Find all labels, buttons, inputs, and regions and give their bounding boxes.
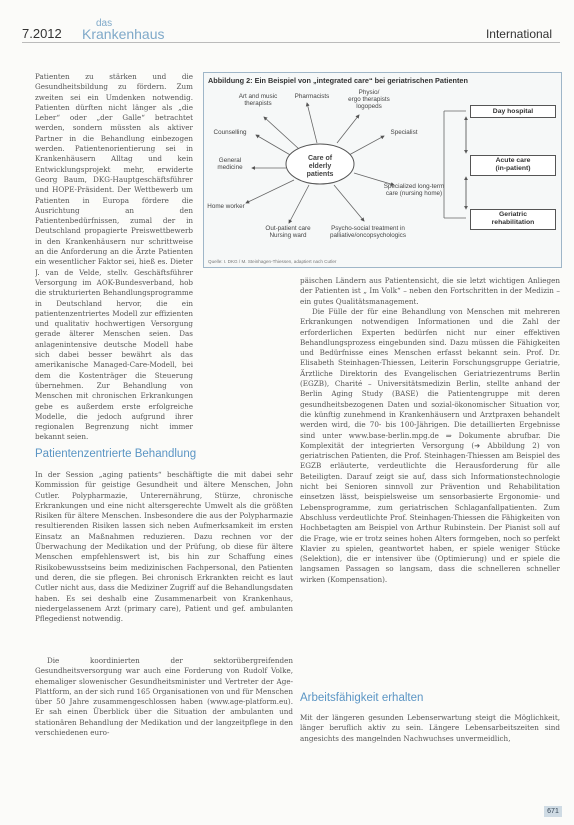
section-label: International bbox=[485, 27, 552, 41]
spoke-specialist bbox=[349, 136, 384, 155]
magazine-logo bbox=[82, 18, 165, 42]
spoke-art bbox=[264, 117, 299, 149]
spoke-home bbox=[246, 180, 294, 203]
node-home-worker: Home worker bbox=[207, 203, 245, 210]
column-1-paragraph-1: In der Session „aging patients“ beschäftigte die mit dabei sehr Kommission für geistige Gesundheit und ältere Menschen, John Cutler. Polypharmazie, Unterernährung, Stürze, chronische Erkrankungen und eine nicht altersgerechte Umwelt als die größten Risiken für ältere Menschen. Insbesondere die aus der Polypharmazie resultierenden Risiken lassen sich neben Aufmerksamkeit im ersten Einsatz an Maßnahmen reduzieren. Dazu rechnen vor der Überwachung der Medikation und der Prüfung, ob diese für ältere Menschen empfehlenswert ist, bis hin zur Schaffung eines Risikobewusstseins beim medizinischen Fachpersonal, den Patienten und deren, die sie pflegen. Bei chronisch Erkrankten reicht es laut Cutler nicht aus, dass die Mediziner Zugriff auf die Behandlungsdaten haben. Es sei deshalb eine Zusammenarbeit von Krankenhaus, niedergelassenem Arzt (primary care), Patient und gef. ambulanten Pflegedienst notwendig. bbox=[35, 470, 293, 624]
box-geriatric-rehab: Geriatric rehabilitation bbox=[470, 209, 556, 230]
column-2-paragraphs bbox=[300, 276, 560, 679]
column-1-top-text: Patienten zu stärken und die Gesundheitsbildung zu fördern. Zum zweiten sei ein Umdenken notwendig. Patienten dürften nicht länger als „die Leber“ oder „der Galle“ betrachtet werden, sondern müssten als aktiver Partner in die Behandlung einbezogen werden. Patientenorientierung sei in Krankenhäusern Alltag und kein Entwicklungsprojekt mehr, erwiderte Georg Baum, DKG-Hauptgeschäftsführer und HOPE-Präsident. Der Wettbewerb um Patienten in Europa fördere die Ausrichtung an den Patientenbedürfnissen, zumal der in Deutschland propagierte Preiswettbewerb in den Krankenhäusern nur schrittweise an die Anforderung an die Ärzte Patienten ein wesentlicher Faktor sei, hieß es. Dieter J. van de Velde, stellv. Geschäftsführer Versorgung im AOK-Bundesverband, hob die strukturierten Behandlungsprogramme in Deutschland hervor, die ein patientenzentriertes Modell zur effizienten und qualitativ hochwertigen Versorgung gerade älterer Menschen seien. Das anlagenintensive deutsche Modell habe sich dabei besser bewährt als das amerikanische Managed-Care-Modell, bei dem die Kostenträger die Steuerung übernehmen. Zur Behandlung von Menschen mit chronischen Erkrankungen gebe es außerdem erste erfolgreiche Modelle, die jedoch aufgrund ihrer regionalen Begrenzung nicht immer bekannt seien. bbox=[35, 72, 193, 442]
node-physio: Physio/ ergo therapists logopeds bbox=[348, 89, 390, 111]
figure-title: Abbildung 2: Ein Beispiel von „integrated care“ bei geriatrischen Patienten bbox=[208, 76, 468, 85]
figure-integrated-care bbox=[203, 72, 562, 268]
spoke-physio bbox=[337, 115, 359, 143]
node-pharmacists: Pharmacists bbox=[294, 93, 330, 100]
box-acute-care: Acute care (in-patient) bbox=[470, 155, 556, 176]
box-day-hospital: Day hospital bbox=[470, 105, 556, 118]
node-long-term-care: Specialized long-term care (nursing home) bbox=[383, 183, 445, 198]
logo-prefix: das bbox=[96, 18, 113, 29]
header-divider bbox=[22, 42, 560, 43]
node-general-medicine: General medicine bbox=[217, 157, 243, 172]
column-2-paragraph-3: Mit der längeren gesunden Lebenserwartung steigt die Möglichkeit, länger beruflich aktiv zu sein. Längere Lebensarbeitszeiten sind angesichts des mangelnden Nachwuchses unvermeidlich, bbox=[300, 713, 560, 743]
issue-number: 7.2012 bbox=[22, 26, 62, 41]
section-heading-patient-centered: Patientenzentrierte Behandlung bbox=[35, 448, 197, 460]
section-heading-work-ability: Arbeitsfähigkeit erhalten bbox=[300, 692, 424, 704]
spoke-outpatient bbox=[289, 185, 309, 223]
page-number: 671 bbox=[544, 806, 562, 817]
node-psycho-social: Psycho-social treatment in palliative/oncopsychologics bbox=[330, 225, 406, 240]
figure-caption: Quelle: I. DKG / M. Steinhagen-Thiessen, adaptiert nach Cutler bbox=[208, 259, 337, 264]
node-outpatient: Out-patient care Nursing ward bbox=[265, 225, 311, 240]
node-counselling: Counselling bbox=[213, 129, 247, 136]
column-1-paragraph-2: Die koordinierten der sektorübergreifenden Gesundheitsversorgung war auch eine Forderung von Rudolf Volke, ehemaliger slowenischer Gesundheitsminister und Vertreter der Age-Plattform, an der sich rund 165 Organisationen von und für Menschen über 50 Jahre zusammengeschlossen haben (www.age-platform.eu). Er sah einen Überblick über die Situation der ambulanten und stationären Behandlung der Medikation und der langzeitpflege in den verschiedenen euro- bbox=[35, 656, 293, 738]
spoke-psycho bbox=[334, 185, 364, 221]
logo-title: Krankenhaus bbox=[82, 26, 165, 42]
center-label: Care of elderly patients bbox=[306, 155, 334, 178]
node-art-music: Art and music therapists bbox=[238, 93, 278, 108]
column-2-paragraph-2: Die Fülle der für eine Behandlung von Menschen mit mehreren Erkrankungen notwendigen Informationen und die Zahl der erforderlichen Experten bedürfen nicht nur einer effektiven Behandlungsprozess eingebunden sind. Dazu müssen die Fähigkeiten und Bedürfnisse eines Menschen erfasst bekannt sein. Prof. Dr. Elisabeth Steinhagen-Thiessen, Leiterin Forschungsgruppe Geriatrie, Ärztliche Direktorin des Evangelischen Geriatriezentrums Berlin (EGZB), Charité – Universitätsmedizin Berlin, stellte anhand der Berlin Aging Study (BASE) die Patientengruppe mit deren gesundheitsbezogenen Daten und sozial-ökonomischer Situation vor, die künftig zunehmend in Krankenhäusern und Arztpraxen behandelt werden wird, die 70- bis 100-Jährigen. Die detaillierten Ergebnisse sind unter www.base-berlin.mpg.de ⇒ Dokumente abrufbar. Die Komplexität der integrierten Versorgung (➔ Abbildung 2) von geriatrischen Patienten, die Prof. Steinhagen-Thiessen am Beispiel des EGZB erläuterte, verdeutlichte die Herausforderung für alle Beteiligten. Darauf zeigt sie auf, dass sich Informationstechnologie nicht bei Senioren sinnvoll zur Prävention und Rehabilitation einsetzen lässt, beispielsweise um sensorbasierte Ergonomie- und Lebensprogramme, zum geriatrischen Schlaganfallpatienten. Zum Abschluss verdeutlichte Prof. Steinhagen-Thiessen die Fähigkeiten von Hochbetagten am Beispiel von Arthur Rubinstein. Der Pianist soll auf die Frage, wie er trotz seines hohen Alters formgeben, noch so perfekt Klavier zu spielen, geantwortet haben, er spiele weniger Stücke (Selektion), die er intensiver übe (Optimierung) und er spiele die langsamen Passagen so langsam, dass die schnelleren schneller wirken (Kompensation). bbox=[300, 307, 560, 584]
column-2-paragraph-1: päischen Ländern aus Patientensicht, die sie letzt wichtigen Anliegen der Patienten ist „ Im Volk“ – neben den Fortschritten in der Medizin – ein gutes Qualitätsmanagement. bbox=[300, 276, 560, 306]
node-specialist: Specialist bbox=[390, 129, 418, 136]
column-1-paragraphs bbox=[35, 470, 293, 800]
spoke-pharmacists bbox=[307, 103, 317, 143]
